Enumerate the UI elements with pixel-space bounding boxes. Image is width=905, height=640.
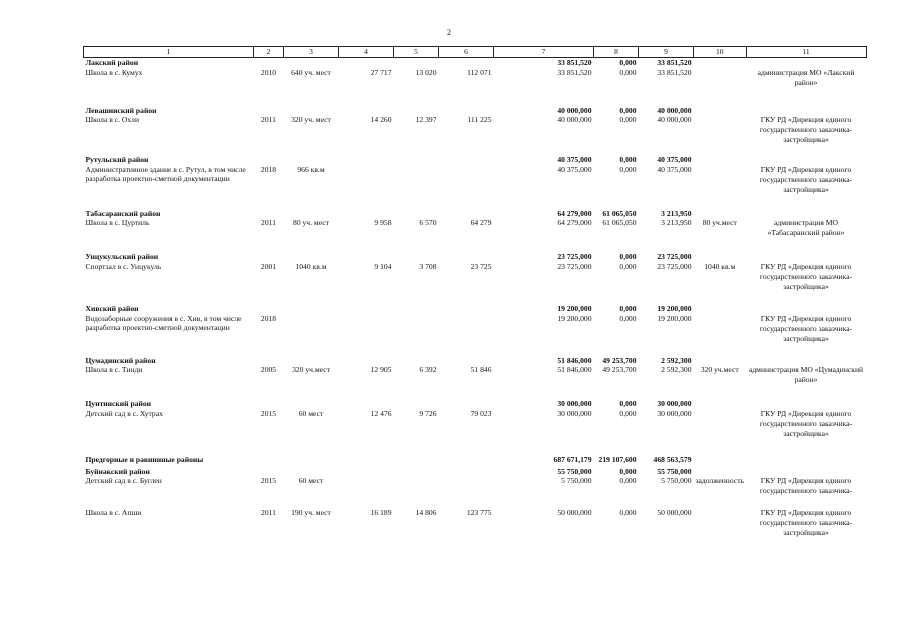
table-row	[84, 508, 867, 542]
customer-cell: администрация МО «Цумадинский район»	[748, 365, 864, 385]
capacity-cell: 60 мест	[298, 476, 324, 486]
table-cell: 9 104	[374, 261, 392, 271]
table-cell	[746, 155, 866, 165]
table-cell	[746, 252, 866, 262]
table-cell	[284, 106, 339, 116]
table-cell	[439, 356, 494, 366]
table-cell	[254, 455, 284, 467]
amount-cell: 0,000	[619, 164, 637, 174]
district-name: Цумадинский район	[85, 355, 156, 365]
table-cell	[339, 304, 394, 314]
amount-cell: 23 725,000	[557, 261, 592, 271]
object-name: Школа в с. Тинди	[85, 365, 143, 375]
year-cell: 2011	[261, 218, 276, 228]
amount-cell: 33 851,520	[657, 67, 692, 77]
district-total: 51 846,000	[557, 355, 592, 365]
table-cell	[284, 252, 339, 262]
customer-cell: ГКУ РД «Дирекция единого государственного заказчика-застройщика»	[759, 313, 853, 343]
amount-cell: 2 592,300	[661, 365, 692, 375]
customer-cell: ГКУ РД «Дирекция единого государственного заказчика-застройщика»	[759, 164, 853, 194]
group-total: 219 107,600	[598, 454, 637, 464]
table-cell: 79 023	[470, 408, 492, 418]
table-cell	[339, 252, 394, 262]
table-cell	[694, 304, 747, 314]
table-cell	[694, 467, 747, 477]
table-cell	[694, 356, 747, 366]
table-cell: 12 905	[370, 365, 392, 375]
table-cell	[694, 155, 747, 165]
table-cell	[339, 356, 394, 366]
district-total: 40 375,000	[657, 155, 692, 165]
budget-table	[83, 46, 867, 542]
capacity-input-cell: задолженность	[695, 476, 745, 486]
district-name: Лакский район	[85, 58, 139, 67]
table-cell	[439, 106, 494, 116]
district-row	[84, 209, 867, 219]
table-cell	[439, 455, 494, 467]
year-cell: 2010	[260, 67, 277, 77]
table-cell: 13 020	[415, 67, 437, 77]
table-cell	[439, 58, 494, 68]
district-name: Рутульский район	[85, 155, 149, 165]
amount-cell: 51 846,000	[557, 365, 592, 375]
capacity-input-cell: 1040 кв.м	[704, 261, 736, 271]
table-cell	[254, 467, 284, 477]
district-name: Хивский район	[85, 303, 139, 313]
table-cell	[694, 106, 747, 116]
table-cell: 9 958	[374, 218, 392, 228]
capacity-input-cell	[694, 115, 747, 155]
amount-cell: 23 725,000	[657, 261, 692, 271]
amount-cell: 61 065,050	[602, 218, 637, 228]
district-name: Унцукульский район	[85, 252, 159, 262]
table-cell: 27 717	[370, 67, 392, 77]
year-cell: 2005	[260, 365, 277, 375]
table-cell: 112 071	[467, 67, 492, 77]
table-cell: 23 725	[470, 261, 492, 271]
col-header: 2	[254, 47, 284, 58]
amount-cell: 0,000	[619, 313, 637, 323]
capacity-input-cell	[694, 409, 747, 455]
col-header: 1	[84, 47, 254, 58]
district-row	[84, 58, 867, 68]
capacity-cell: 1040 кв.м	[295, 261, 327, 271]
object-name: Школа в с. Кумух	[85, 67, 143, 77]
capacity-cell: 190 уч. мест	[291, 508, 331, 518]
district-total: 61 065,050	[602, 208, 637, 218]
object-name: Школа в с. Цуртиль	[85, 218, 150, 228]
amount-cell: 0,000	[619, 67, 637, 77]
district-total: 55 750,000	[557, 466, 592, 476]
district-total: 19 200,000	[657, 303, 692, 313]
table-cell	[394, 209, 439, 219]
district-name: Цунтинский район	[85, 399, 152, 409]
table-cell: 12 397	[415, 115, 437, 125]
district-total: 2 592,300	[661, 355, 692, 365]
table-cell	[394, 165, 439, 209]
amount-cell: 50 000,000	[557, 508, 592, 518]
table-cell	[254, 155, 284, 165]
capacity-cell: 966 кв.м	[297, 164, 325, 174]
table-cell	[339, 165, 394, 209]
col-header: 5	[394, 47, 439, 58]
table-cell	[439, 467, 494, 477]
capacity-cell: 80 уч. мест	[293, 218, 329, 228]
object-name: Водозаборные сооружения в с. Хив, в том числе разработка проектно-сметной документации	[85, 313, 242, 333]
table-cell	[746, 356, 866, 366]
year-cell: 2018	[260, 313, 277, 323]
district-total: 40 000,000	[657, 105, 692, 115]
object-name: Школа в с. Охли	[85, 115, 140, 125]
table-cell	[284, 155, 339, 165]
district-total: 40 000,000	[557, 105, 592, 115]
table-cell	[284, 399, 339, 409]
table-cell	[394, 314, 439, 356]
amount-cell: 0,000	[619, 408, 637, 418]
table-cell: 64 279	[470, 218, 492, 228]
table-cell: 12 476	[370, 408, 392, 418]
table-row	[84, 68, 867, 106]
district-total: 30 000,000	[557, 399, 592, 409]
district-row	[84, 304, 867, 314]
district-total: 55 750,000	[657, 466, 692, 476]
table-row	[84, 365, 867, 399]
district-total: 0,000	[619, 466, 637, 476]
customer-cell: ГКУ РД «Дирекция единого государственного заказчика-застройщика»	[759, 408, 853, 438]
year-cell: 2015	[260, 476, 277, 486]
table-cell	[339, 399, 394, 409]
table-cell	[746, 304, 866, 314]
col-header: 3	[284, 47, 339, 58]
district-row	[84, 106, 867, 116]
table-cell	[746, 106, 866, 116]
table-cell	[394, 476, 439, 508]
amount-cell: 33 851,520	[557, 67, 592, 77]
table-cell	[284, 356, 339, 366]
object-name: Детский сад в с. Буглен	[85, 476, 162, 486]
table-cell	[394, 155, 439, 165]
table-cell	[439, 399, 494, 409]
district-name: Буйнакский район	[85, 466, 150, 476]
district-total: 64 279,000	[557, 208, 592, 218]
customer-cell: администрация МО «Табасаранский район»	[767, 218, 845, 238]
column-number-row	[84, 47, 867, 58]
table-cell	[394, 106, 439, 116]
amount-cell: 19 200,000	[557, 313, 592, 323]
district-row	[84, 155, 867, 165]
table-cell	[254, 252, 284, 262]
table-cell	[439, 165, 494, 209]
object-name: Школа в с. Апши	[85, 508, 142, 518]
capacity-input-cell	[694, 165, 747, 209]
table-cell	[339, 467, 394, 477]
table-row	[84, 165, 867, 209]
table-cell	[394, 304, 439, 314]
table-cell: 3 708	[419, 261, 437, 271]
district-total: 30 000,000	[657, 399, 692, 409]
amount-cell: 49 253,700	[602, 365, 637, 375]
district-total: 40 375,000	[557, 155, 592, 165]
amount-cell: 0,000	[619, 115, 637, 125]
col-header: 8	[594, 47, 639, 58]
table-cell	[694, 252, 747, 262]
col-header: 4	[339, 47, 394, 58]
table-cell	[746, 399, 866, 409]
table-cell	[284, 304, 339, 314]
table-cell	[339, 455, 394, 467]
page-number: 2	[447, 28, 451, 37]
capacity-cell	[284, 314, 339, 356]
district-name: Табасаранский район	[85, 208, 161, 218]
amount-cell: 0,000	[619, 261, 637, 271]
district-total: 0,000	[619, 252, 637, 262]
district-row	[84, 356, 867, 366]
amount-cell: 5 750,000	[561, 476, 592, 486]
table-cell	[746, 467, 866, 477]
table-cell: 6 392	[419, 365, 437, 375]
capacity-input-cell	[694, 68, 747, 106]
year-cell: 2011	[261, 115, 276, 125]
table-cell	[694, 399, 747, 409]
table-cell	[394, 252, 439, 262]
table-cell	[439, 252, 494, 262]
district-name: Левашинский район	[85, 105, 157, 115]
table-cell	[339, 209, 394, 219]
table-cell	[284, 455, 339, 467]
table-cell	[254, 399, 284, 409]
table-row	[84, 218, 867, 252]
table-cell	[439, 155, 494, 165]
table-cell	[339, 314, 394, 356]
table-cell	[746, 209, 866, 219]
customer-cell: администрация МО «Лакский район»	[757, 67, 855, 87]
object-name: Детский сад в с. Хутрах	[85, 408, 163, 418]
table-cell	[694, 455, 747, 467]
amount-cell: 19 200,000	[657, 313, 692, 323]
table-cell	[339, 106, 394, 116]
capacity-cell: 60 мест	[298, 408, 324, 418]
table-cell	[746, 455, 866, 467]
amount-cell: 3 213,950	[661, 218, 692, 228]
district-total: 0,000	[619, 105, 637, 115]
district-total: 33 851,520	[657, 58, 692, 67]
capacity-cell: 640 уч. мест	[291, 67, 331, 77]
district-total: 23 725,000	[557, 252, 592, 262]
table-row	[84, 115, 867, 155]
table-cell	[254, 58, 284, 68]
district-total: 33 851,520	[557, 58, 592, 67]
amount-cell: 40 375,000	[657, 164, 692, 174]
year-cell: 2011	[261, 508, 276, 518]
year-cell: 2018	[260, 164, 277, 174]
district-total: 49 253,700	[602, 355, 637, 365]
table-cell	[284, 209, 339, 219]
district-row	[84, 467, 867, 477]
object-name: Спортзал в с. Унцукуль	[85, 261, 162, 271]
table-cell: 111 225	[467, 115, 492, 125]
table-row	[84, 314, 867, 356]
table-row	[84, 409, 867, 455]
table-cell	[694, 58, 747, 68]
table-cell	[694, 209, 747, 219]
table-cell	[284, 58, 339, 68]
amount-cell: 5 750,000	[661, 476, 692, 486]
table-cell	[339, 476, 394, 508]
district-total: 0,000	[619, 155, 637, 165]
table-cell: 6 570	[419, 218, 437, 228]
district-total: 0,000	[619, 303, 637, 313]
table-cell	[254, 106, 284, 116]
table-cell: 123 775	[466, 508, 492, 518]
group-total: 468 563,579	[653, 454, 692, 464]
amount-cell: 30 000,000	[657, 408, 692, 418]
amount-cell: 40 375,000	[557, 164, 592, 174]
district-total: 3 213,950	[661, 208, 692, 218]
amount-cell: 0,000	[619, 508, 637, 518]
group-row	[84, 455, 867, 467]
amount-cell: 30 000,000	[557, 408, 592, 418]
table-row	[84, 262, 867, 304]
table-cell: 9 726	[419, 408, 437, 418]
amount-cell: 40 000,000	[657, 115, 692, 125]
table-cell	[254, 356, 284, 366]
table-cell	[339, 155, 394, 165]
capacity-input-cell	[694, 508, 747, 542]
col-header: 7	[494, 47, 594, 58]
table-cell	[284, 467, 339, 477]
table-cell	[339, 58, 394, 68]
table-cell	[394, 467, 439, 477]
district-total: 19 200,000	[557, 303, 592, 313]
customer-cell: ГКУ РД «Дирекция единого государственного заказчика-	[759, 476, 853, 496]
district-total: 0,000	[619, 58, 637, 67]
district-total: 0,000	[619, 399, 637, 409]
table-cell	[439, 314, 494, 356]
col-header: 11	[746, 47, 866, 58]
amount-cell: 64 279,000	[557, 218, 592, 228]
customer-cell: ГКУ РД «Дирекция единого государственного заказчика-застройщика»	[759, 115, 853, 145]
table-cell: 14 260	[370, 115, 392, 125]
table-cell	[254, 304, 284, 314]
district-row	[84, 399, 867, 409]
table-cell	[746, 58, 866, 68]
table-cell: 16 189	[370, 508, 392, 518]
col-header: 6	[439, 47, 494, 58]
capacity-input-cell	[694, 314, 747, 356]
table-cell	[254, 209, 284, 219]
district-total: 23 725,000	[657, 252, 692, 262]
table-cell	[394, 58, 439, 68]
table-cell	[394, 399, 439, 409]
year-cell: 2001	[260, 261, 277, 271]
table-row	[84, 476, 867, 508]
object-name: Административное здание в с. Рутул, в том числе разработка проектно-сметной документации	[85, 164, 246, 184]
district-row	[84, 252, 867, 262]
capacity-input-cell: 80 уч.мест	[702, 218, 737, 228]
capacity-input-cell: 320 уч.мест	[700, 365, 739, 375]
capacity-cell: 320 уч.мест	[292, 365, 330, 375]
col-header: 10	[694, 47, 747, 58]
customer-cell: ГКУ РД «Дирекция единого государственного заказчика-застройщика»	[759, 508, 853, 538]
amount-cell: 40 000,000	[557, 115, 592, 125]
year-cell: 2015	[260, 408, 277, 418]
table-cell	[439, 476, 494, 508]
table-cell	[394, 356, 439, 366]
table-cell	[439, 304, 494, 314]
amount-cell: 50 000,000	[657, 508, 692, 518]
amount-cell: 0,000	[619, 476, 637, 486]
table-cell	[439, 209, 494, 219]
col-header: 9	[639, 47, 694, 58]
table-cell: 51 846	[470, 365, 492, 375]
group-total: 687 671,179	[553, 454, 592, 464]
table-cell	[394, 455, 439, 467]
capacity-cell: 320 уч. мест	[291, 115, 331, 125]
table-cell: 14 806	[415, 508, 437, 518]
group-title: Предгорные и равнинные районы	[85, 454, 204, 464]
customer-cell: ГКУ РД «Дирекция единого государственного заказчика-застройщика»	[759, 261, 853, 291]
